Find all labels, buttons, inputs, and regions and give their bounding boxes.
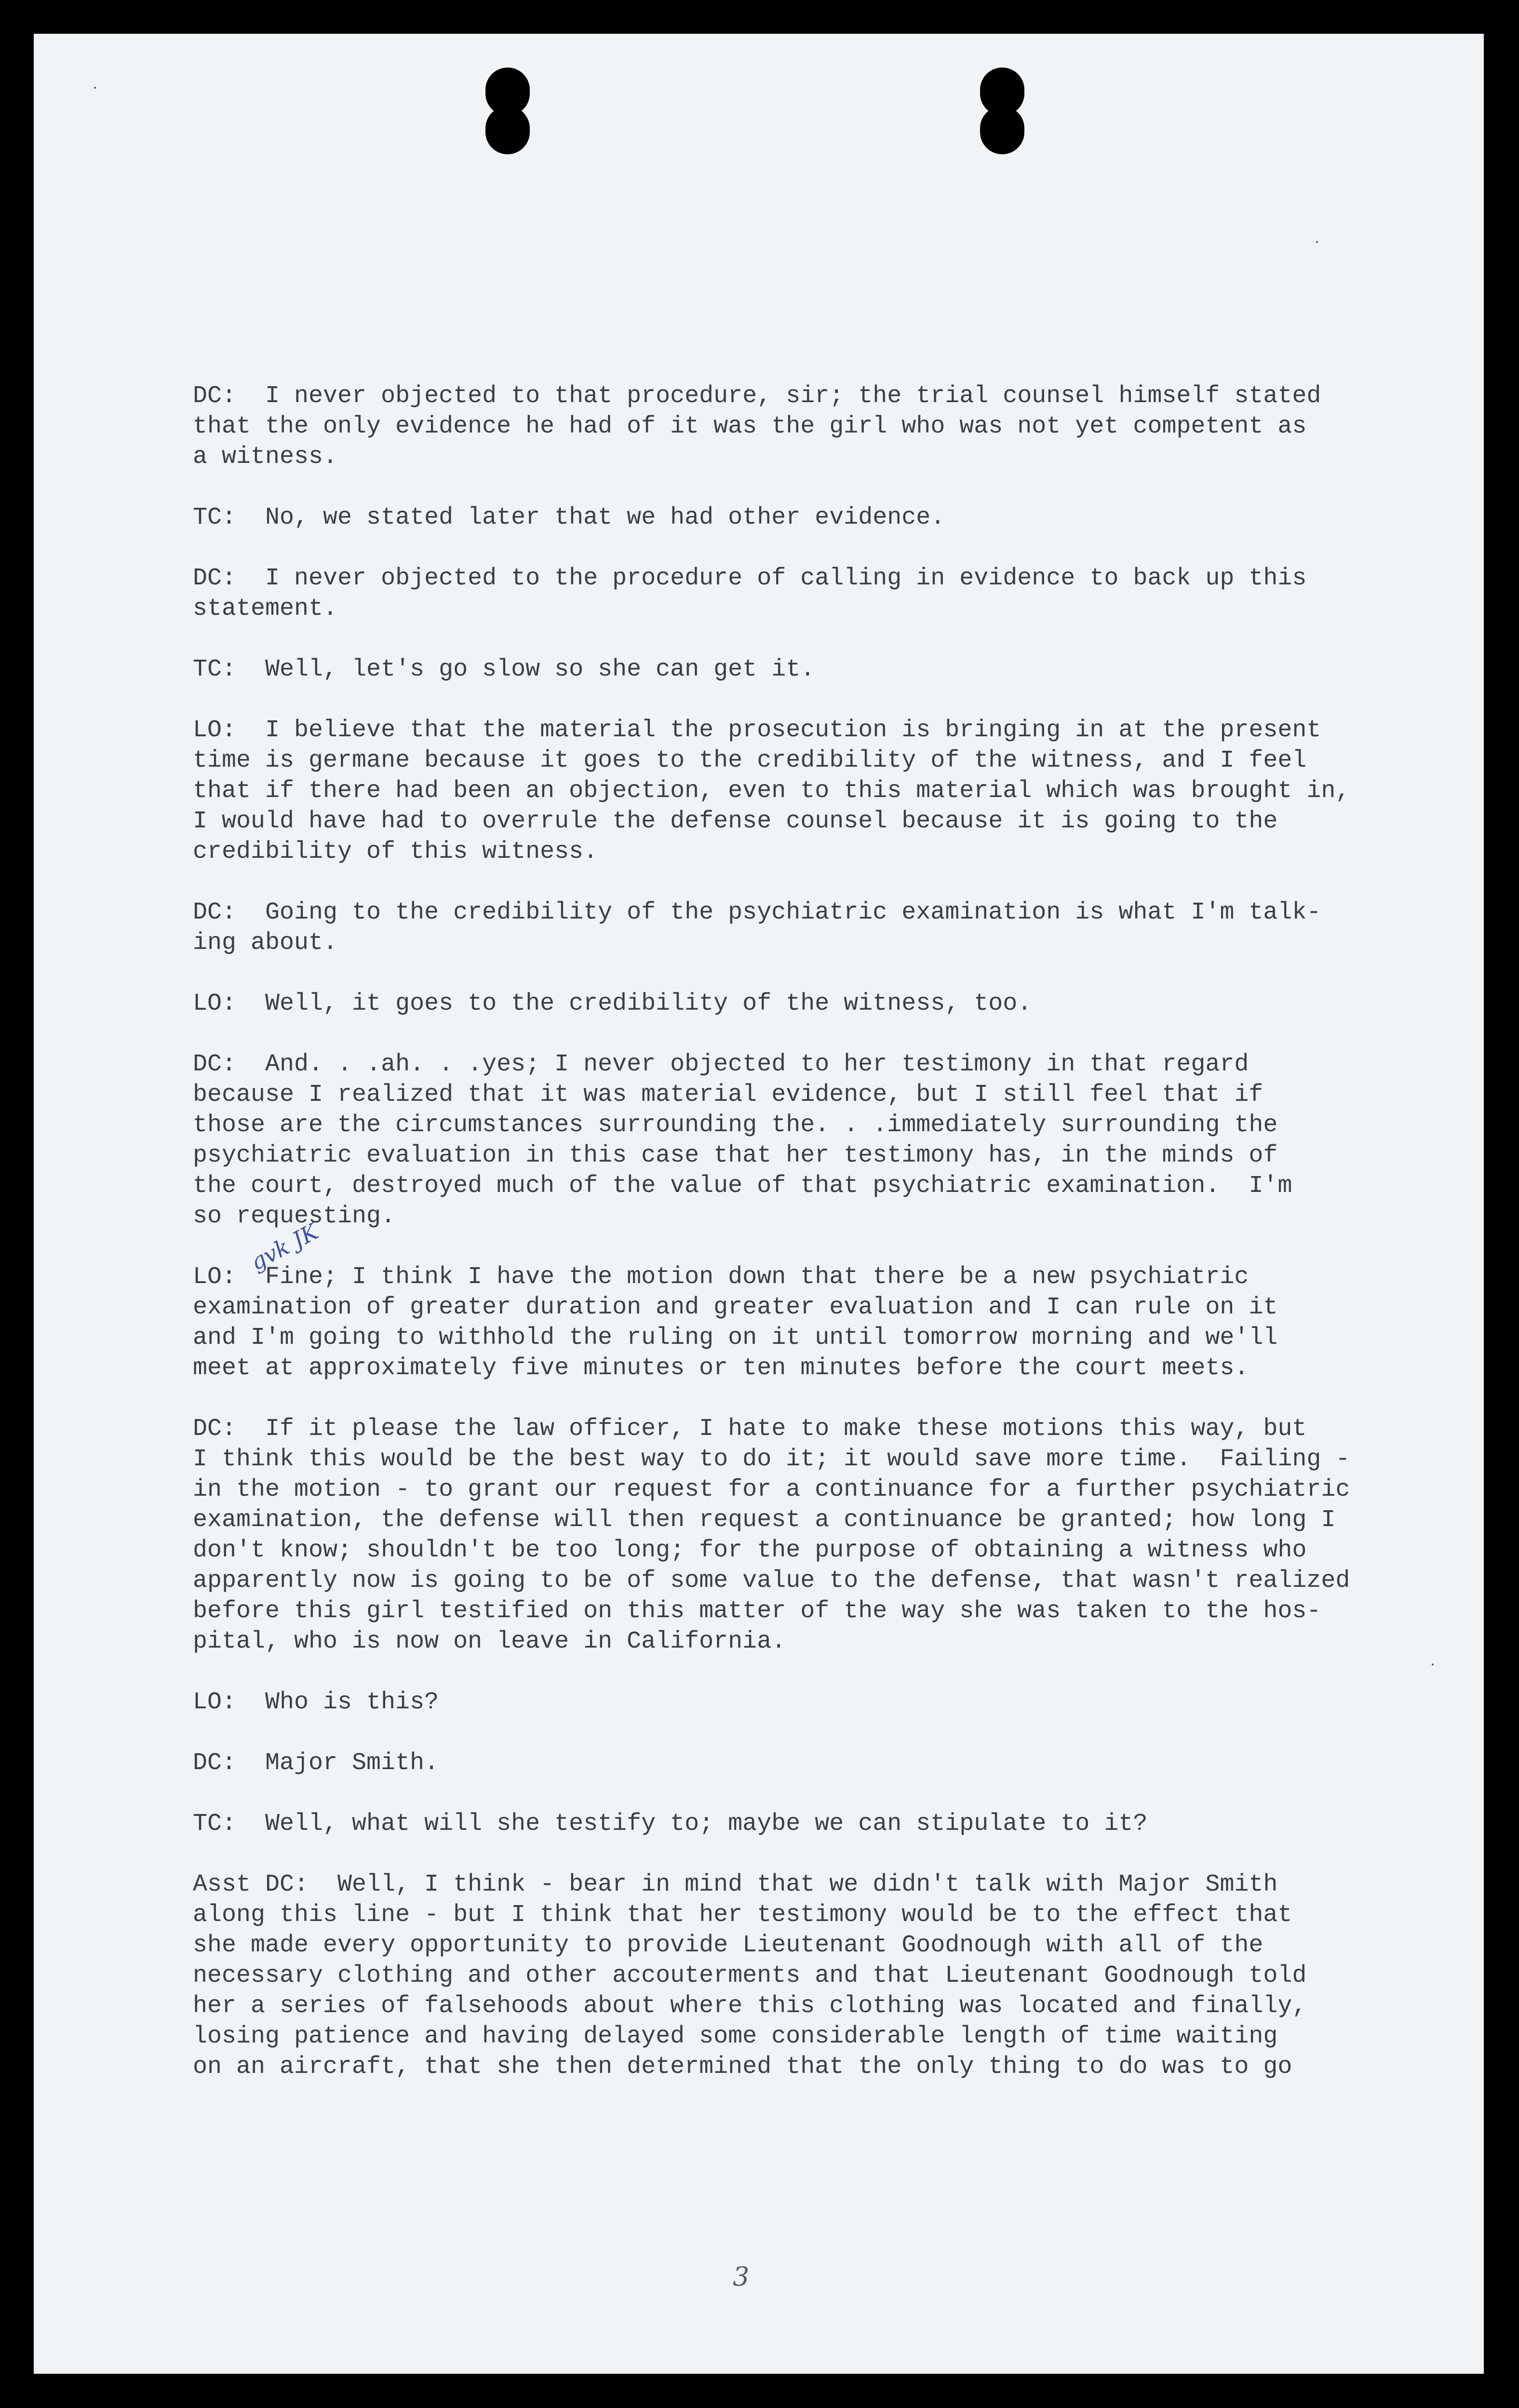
transcript-line: DC: I never objected to the procedure of calling in evidence to back up this <box>193 565 1307 592</box>
transcript-line: LO: Fine; I think I have the motion down that there be a new psychiatric <box>193 1263 1249 1291</box>
transcript-line: psychiatric evaluation in this case that her testimony has, in the minds of <box>193 1142 1278 1169</box>
transcript-line: DC: And. . .ah. . .yes; I never objected to her testimony in that regard <box>193 1051 1249 1078</box>
transcript-paragraph <box>193 1262 1446 1383</box>
transcript-line: examination, the defense will then request a continuance be granted; how long I <box>193 1506 1336 1534</box>
page-number: 3 <box>733 2261 750 2292</box>
transcript-paragraph <box>193 1414 1446 1657</box>
transcript-line: that if there had been an objection, even to this material which was brought in, <box>193 777 1350 805</box>
transcript-paragraph <box>193 1869 1446 2082</box>
transcript-line: the court, destroyed much of the value of that psychiatric examination. I'm <box>193 1172 1292 1200</box>
transcript-line: DC: If it please the law officer, I hate to make these motions this way, but <box>193 1415 1307 1443</box>
transcript-paragraph <box>193 1748 1446 1778</box>
transcript-line: so requesting. <box>193 1203 396 1230</box>
transcript-line: DC: I never objected to that procedure, sir; the trial counsel himself stated <box>193 382 1321 410</box>
transcript-line: that the only evidence he had of it was the girl who was not yet competent as <box>193 413 1307 440</box>
transcript-line: losing patience and having delayed some considerable length of time waiting <box>193 2023 1278 2050</box>
transcript-paragraph <box>193 381 1446 472</box>
transcript-line: examination of greater duration and greater evaluation and I can rule on it <box>193 1294 1278 1321</box>
transcript-line: pital, who is now on leave in California. <box>193 1628 786 1655</box>
transcript-line: and I'm going to withhold the ruling on it until tomorrow morning and we'll <box>193 1324 1278 1352</box>
transcript-line: along this line - but I think that her testimony would be to the effect that <box>193 1901 1292 1929</box>
binder-hole-right <box>980 68 1024 154</box>
transcript-line: meet at approximately five minutes or ten minutes before the court meets. <box>193 1354 1249 1382</box>
transcript-line: she made every opportunity to provide Lieutenant Goodnough with all of the <box>193 1932 1264 1959</box>
transcript-line: on an aircraft, that she then determined that the only thing to do was to go <box>193 2053 1292 2081</box>
transcript-paragraph <box>193 502 1446 533</box>
transcript-line: before this girl testified on this matter of the way she was taken to the hos- <box>193 1597 1321 1625</box>
transcript-line: TC: Well, let's go slow so she can get it. <box>193 656 815 683</box>
paper-speck <box>94 87 96 89</box>
transcript-line: credibility of this witness. <box>193 838 598 866</box>
transcript-line: because I realized that it was material evidence, but I still feel that if <box>193 1081 1264 1109</box>
transcript-line: ing about. <box>193 929 338 957</box>
paper-speck <box>1316 241 1318 243</box>
transcript-line: TC: Well, what will she testify to; maybe we can stipulate to it? <box>193 1810 1148 1838</box>
transcript-line: I would have had to overrule the defense counsel because it is going to the <box>193 808 1278 835</box>
transcript-paragraph <box>193 1049 1446 1231</box>
transcript-paragraph <box>193 897 1446 958</box>
transcript-paragraph <box>193 654 1446 685</box>
transcript-line: those are the circumstances surrounding the. . .immediately surrounding the <box>193 1111 1278 1139</box>
transcript-line: I think this would be the best way to do it; it would save more time. Failing - <box>193 1446 1350 1473</box>
transcript-line: LO: Well, it goes to the credibility of the witness, too. <box>193 990 1032 1017</box>
transcript-line: don't know; shouldn't be too long; for the purpose of obtaining a witness who <box>193 1537 1307 1564</box>
transcript-line: necessary clothing and other accouterments and that Lieutenant Goodnough told <box>193 1962 1307 1989</box>
transcript-line: apparently now is going to be of some value to the defense, that wasn't realized <box>193 1567 1350 1595</box>
transcript-line: time is germane because it goes to the credibility of the witness, and I feel <box>193 747 1307 774</box>
document-page <box>34 34 1484 2374</box>
handwritten-initials: gvk JK <box>246 1218 323 1275</box>
transcript-line: LO: Who is this? <box>193 1689 439 1716</box>
binder-hole-left <box>485 68 530 154</box>
transcript-line: Asst DC: Well, I think - bear in mind that we didn't talk with Major Smith <box>193 1871 1278 1898</box>
transcript-line: her a series of falsehoods about where this clothing was located and finally, <box>193 1992 1307 2020</box>
transcript-paragraph <box>193 1809 1446 1839</box>
transcript-line: TC: No, we stated later that we had other evidence. <box>193 504 945 531</box>
transcript-line: DC: Going to the credibility of the psychiatric examination is what I'm talk- <box>193 899 1321 926</box>
transcript-line: statement. <box>193 595 338 622</box>
transcript-paragraph <box>193 988 1446 1019</box>
transcript-body <box>193 381 1446 2112</box>
transcript-line: LO: I believe that the material the prosecution is bringing in at the present <box>193 717 1321 744</box>
transcript-line: DC: Major Smith. <box>193 1749 439 1777</box>
transcript-line: a witness. <box>193 443 338 471</box>
transcript-paragraph <box>193 563 1446 624</box>
transcript-paragraph <box>193 1687 1446 1718</box>
transcript-paragraph <box>193 715 1446 867</box>
transcript-line: in the motion - to grant our request for a continuance for a further psychiatric <box>193 1476 1350 1503</box>
